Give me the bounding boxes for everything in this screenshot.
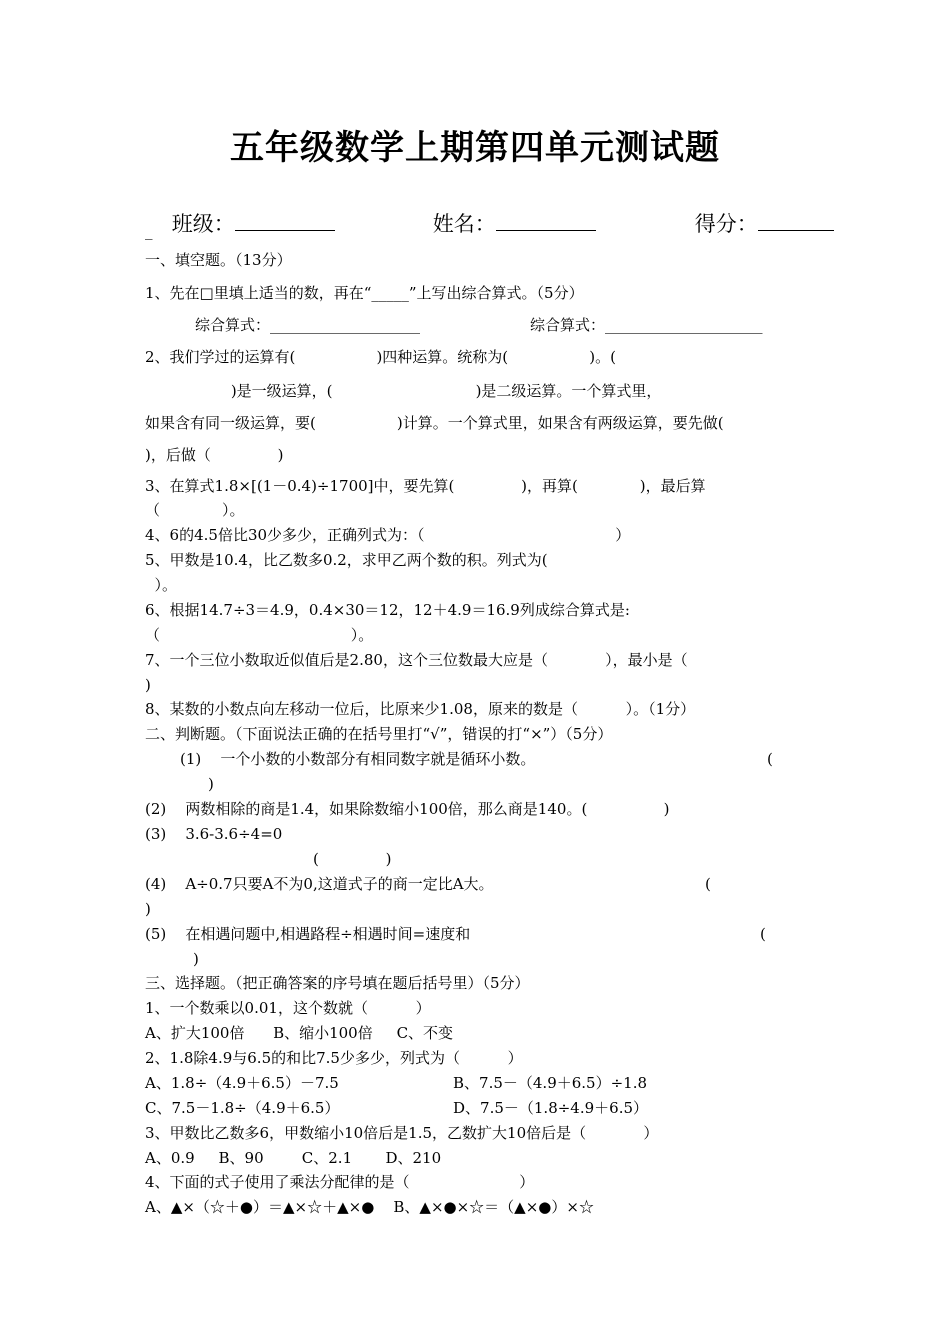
text-line: A、1.8÷（4.9＋6.5）－7.5 [145,1074,339,1092]
text-line: ( [705,875,711,893]
text-line: ) [145,676,151,694]
score-field [668,182,834,266]
name-field [406,182,596,266]
text-line: 一、填空题。（13分） [145,251,292,269]
text-line: （ ）。 [145,501,245,519]
class-blank[interactable] [235,210,335,231]
text-line: ) [145,900,151,918]
text-line: ( ) [313,850,392,868]
text-line: )是一级运算，( )是二级运算。一个算式里， [145,382,662,400]
name-blank[interactable] [496,210,596,231]
text-line: (2) 两数相除的商是1.4，如果除数缩小100倍，那么商是140。( ) [145,800,670,818]
text-line: (3) 3.6-3.6÷4=0 [145,825,283,843]
text-line: ( [767,750,773,768]
text-line: (5) 在相遇问题中,相遇路程÷相遇时间=速度和 [145,925,471,943]
text-line: )，后做（ ) [145,446,284,464]
text-line: A、扩大100倍 B、缩小100倍 C、不变 [145,1024,454,1042]
text-line: ) [208,775,214,793]
text-line: C、7.5－1.8÷（4.9＋6.5） [145,1099,340,1117]
text-line: 如果含有同一级运算，要( )计算。一个算式里，如果含有两级运算，要先做( [145,414,724,432]
text-line: A、0.9 B、90 C、2.1 D、210 [145,1149,442,1167]
text-line: 4、6的4.5倍比30少多少，正确列式为：（ ） [145,526,631,544]
text-line: （ ）。 [145,626,374,644]
text-line: 2、我们学过的运算有( )四种运算。统称为( )。( [145,348,616,366]
text-line: 6、根据14.7÷3＝4.9，0.4×30＝12，12＋4.9＝16.9列成综合算式是: [145,601,630,619]
score-blank[interactable] [758,210,834,231]
text-line: ) [193,950,199,968]
text-line: D、7.5－（1.8÷4.9＋6.5） [453,1099,649,1117]
text-line: 4、下面的式子使用了乘法分配律的是（ ） [145,1173,535,1191]
text-line: (4) A÷0.7只要A不为0,这道式子的商一定比A大。 [145,875,494,893]
text-line: A、▲×（☆＋●）＝▲×☆＋▲×● B、▲×●×☆＝（▲×●）×☆ [145,1198,594,1216]
text-line: B、7.5－（4.9＋6.5）÷1.8 [453,1074,648,1092]
stray-underscore: _ [145,222,153,240]
text-line: 1、先在□里填上适当的数，再在“_____”上写出综合算式。（5分） [145,284,584,302]
text-line: 7、一个三位小数取近似值后是2.80，这个三位数最大应是（ ），最小是（ [145,651,688,669]
text-line: 8、某数的小数点向左移动一位后，比原来少1.08，原来的数是（ ）。（1分） [145,700,696,718]
class-label: 班级： [171,212,235,236]
text-line: 2、1.8除4.9与6.5的和比7.5少多少，列式为（ ） [145,1049,523,1067]
page-title: 五年级数学上期第四单元测试题 [230,128,720,168]
text-line: 3、在算式1.8×[(1－0.4)÷1700]中，要先算( )，再算( )，最后算 [145,477,706,495]
text-line: ( [760,925,766,943]
text-line: 综合算式：_____________________ [530,316,763,334]
text-line: 综合算式：____________________ [195,316,421,334]
text-line: (1) 一个小数的小数部分有相同数字就是循环小数。 [180,750,536,768]
text-line: 1、一个数乘以0.01，这个数就（ ） [145,999,431,1017]
text-line: ）。 [145,576,178,594]
name-label: 姓名： [432,212,496,236]
text-line: 二、判断题。（下面说法正确的在括号里打“√”，错误的打“×”）（5分） [145,725,613,743]
text-line: 三、选择题。（把正确答案的序号填在题后括号里）（5分） [145,974,530,992]
score-label: 得分： [694,212,758,236]
text-line: 5、甲数是10.4，比乙数多0.2，求甲乙两个数的积。列式为( [145,551,548,569]
text-line: 3、甲数比乙数多6，甲数缩小10倍后是1.5，乙数扩大10倍后是（ ） [145,1124,659,1142]
